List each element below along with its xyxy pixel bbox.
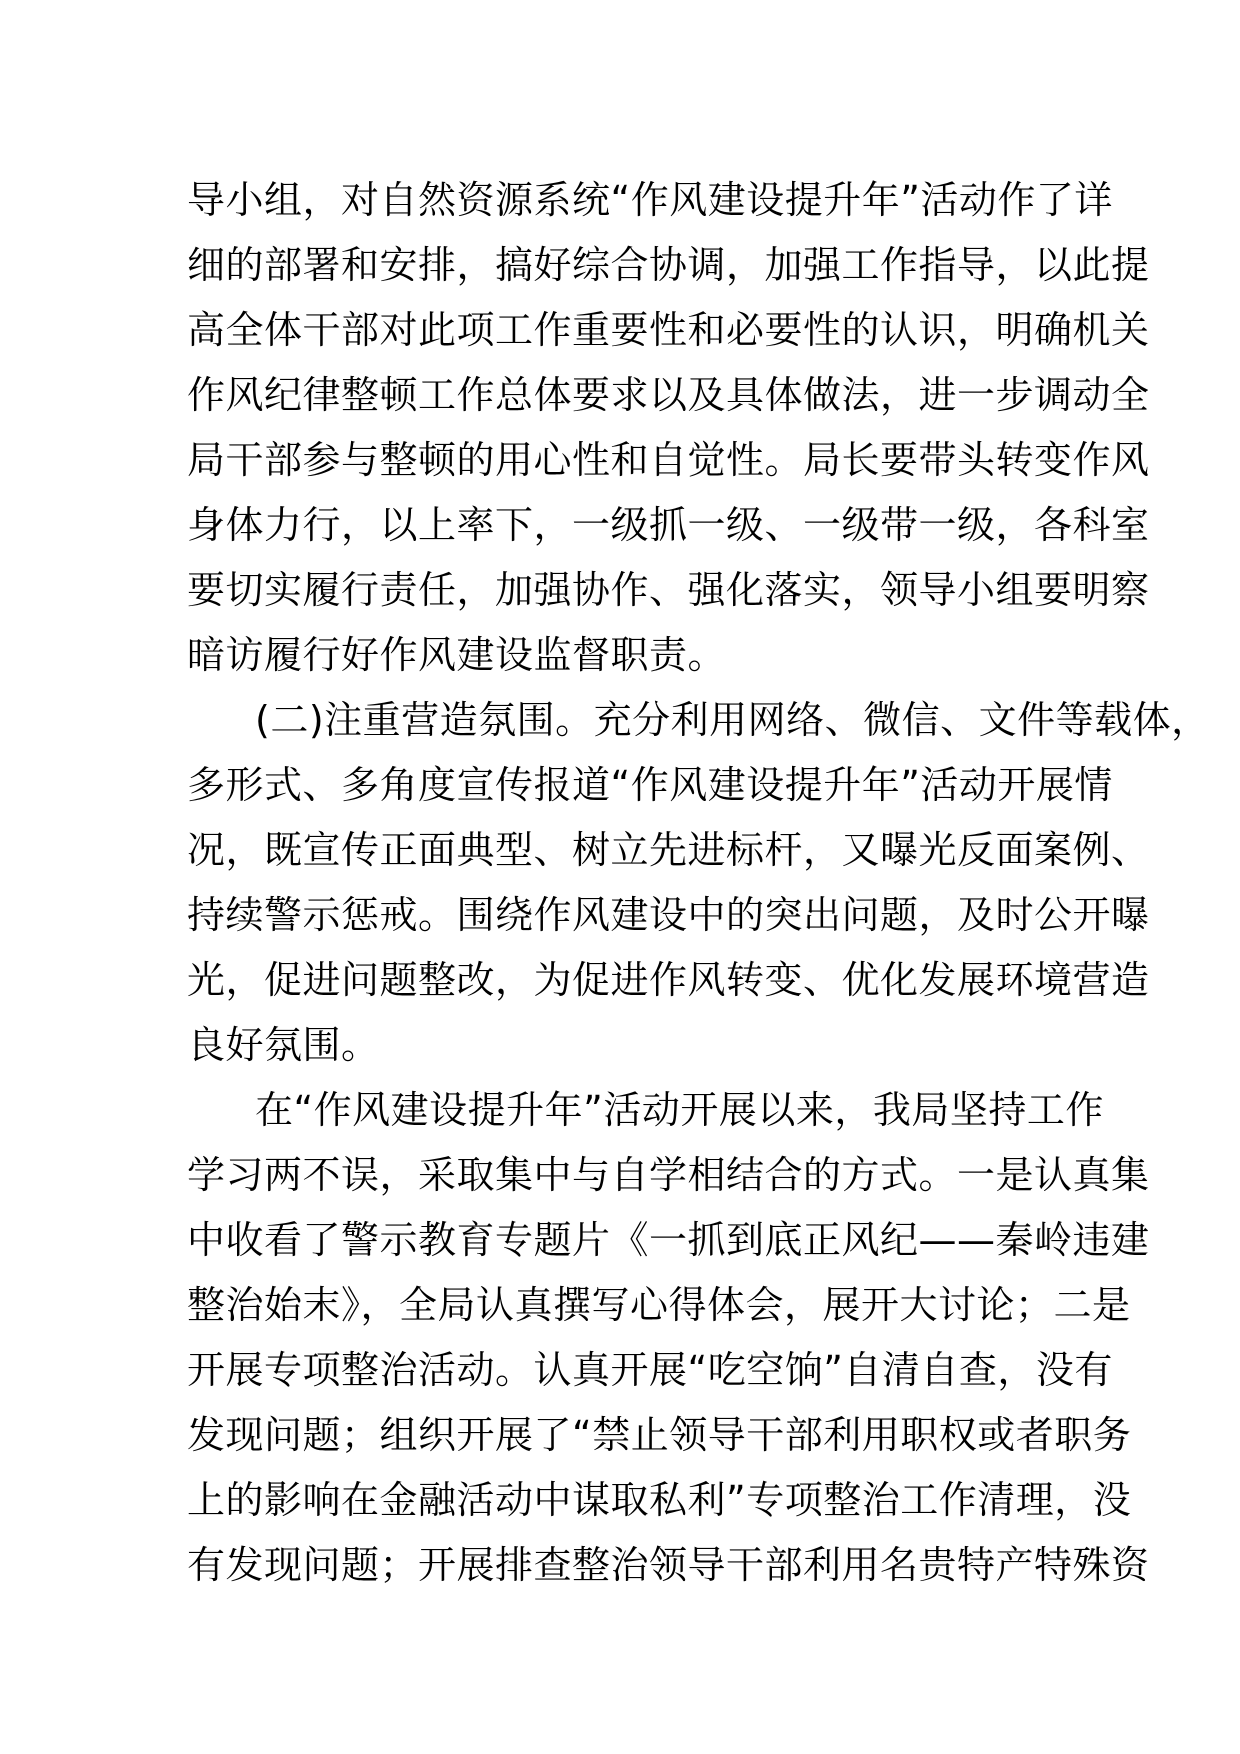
paragraph-2	[187, 688, 1210, 1078]
paragraph-1	[187, 168, 1150, 688]
text-line: 开展专项整治活动。认真开展“吃空饷”自清自查，没有	[187, 1348, 1113, 1392]
text-line: 持续警示惩戒。围绕作风建设中的突出问题，及时公开曝	[187, 893, 1150, 937]
paragraph-3	[187, 1078, 1150, 1598]
text-line: 况，既宣传正面典型、树立先进标杆，又曝光反面案例、	[187, 828, 1150, 872]
text-line: 作风纪律整顿工作总体要求以及具体做法，进一步调动全	[187, 373, 1150, 417]
text-line: 高全体干部对此项工作重要性和必要性的认识，明确机关	[187, 308, 1150, 352]
text-line: 在“作风建设提升年”活动开展以来，我局坚持工作	[255, 1088, 1104, 1132]
text-line: 身体力行，以上率下，一级抓一级、一级带一级，各科室	[187, 503, 1150, 547]
text-line: 上的影响在金融活动中谋取私利”专项整治工作清理，没	[187, 1478, 1132, 1522]
text-line: 学习两不误，采取集中与自学相结合的方式。一是认真集	[187, 1153, 1150, 1197]
text-line: 暗访履行好作风建设监督职责。	[187, 633, 727, 677]
text-line: 中收看了警示教育专题片《一抓到底正风纪——秦岭违建	[187, 1218, 1150, 1262]
text-line: 有发现问题；开展排查整治领导干部利用名贵特产特殊资	[187, 1543, 1150, 1587]
document-body	[187, 168, 1210, 1598]
text-line: 导小组，对自然资源系统“作风建设提升年”活动作了详	[187, 178, 1113, 222]
text-line: 要切实履行责任，加强协作、强化落实，领导小组要明察	[187, 568, 1150, 612]
text-line: 多形式、多角度宣传报道“作风建设提升年”活动开展情	[187, 763, 1113, 807]
text-line: 良好氛围。	[187, 1023, 380, 1067]
text-line: 光，促进问题整改，为促进作风转变、优化发展环境营造	[187, 958, 1150, 1002]
text-line: (二)注重营造氛围。充分利用网络、微信、文件等载体，	[255, 698, 1210, 742]
text-line: 局干部参与整顿的用心性和自觉性。局长要带头转变作风	[187, 438, 1150, 482]
text-line: 整治始末》，全局认真撰写心得体会，展开大讨论；二是	[187, 1283, 1131, 1327]
text-line: 发现问题；组织开展了“禁止领导干部利用职权或者职务	[187, 1413, 1132, 1457]
text-line: 细的部署和安排，搞好综合协调，加强工作指导，以此提	[187, 243, 1150, 287]
